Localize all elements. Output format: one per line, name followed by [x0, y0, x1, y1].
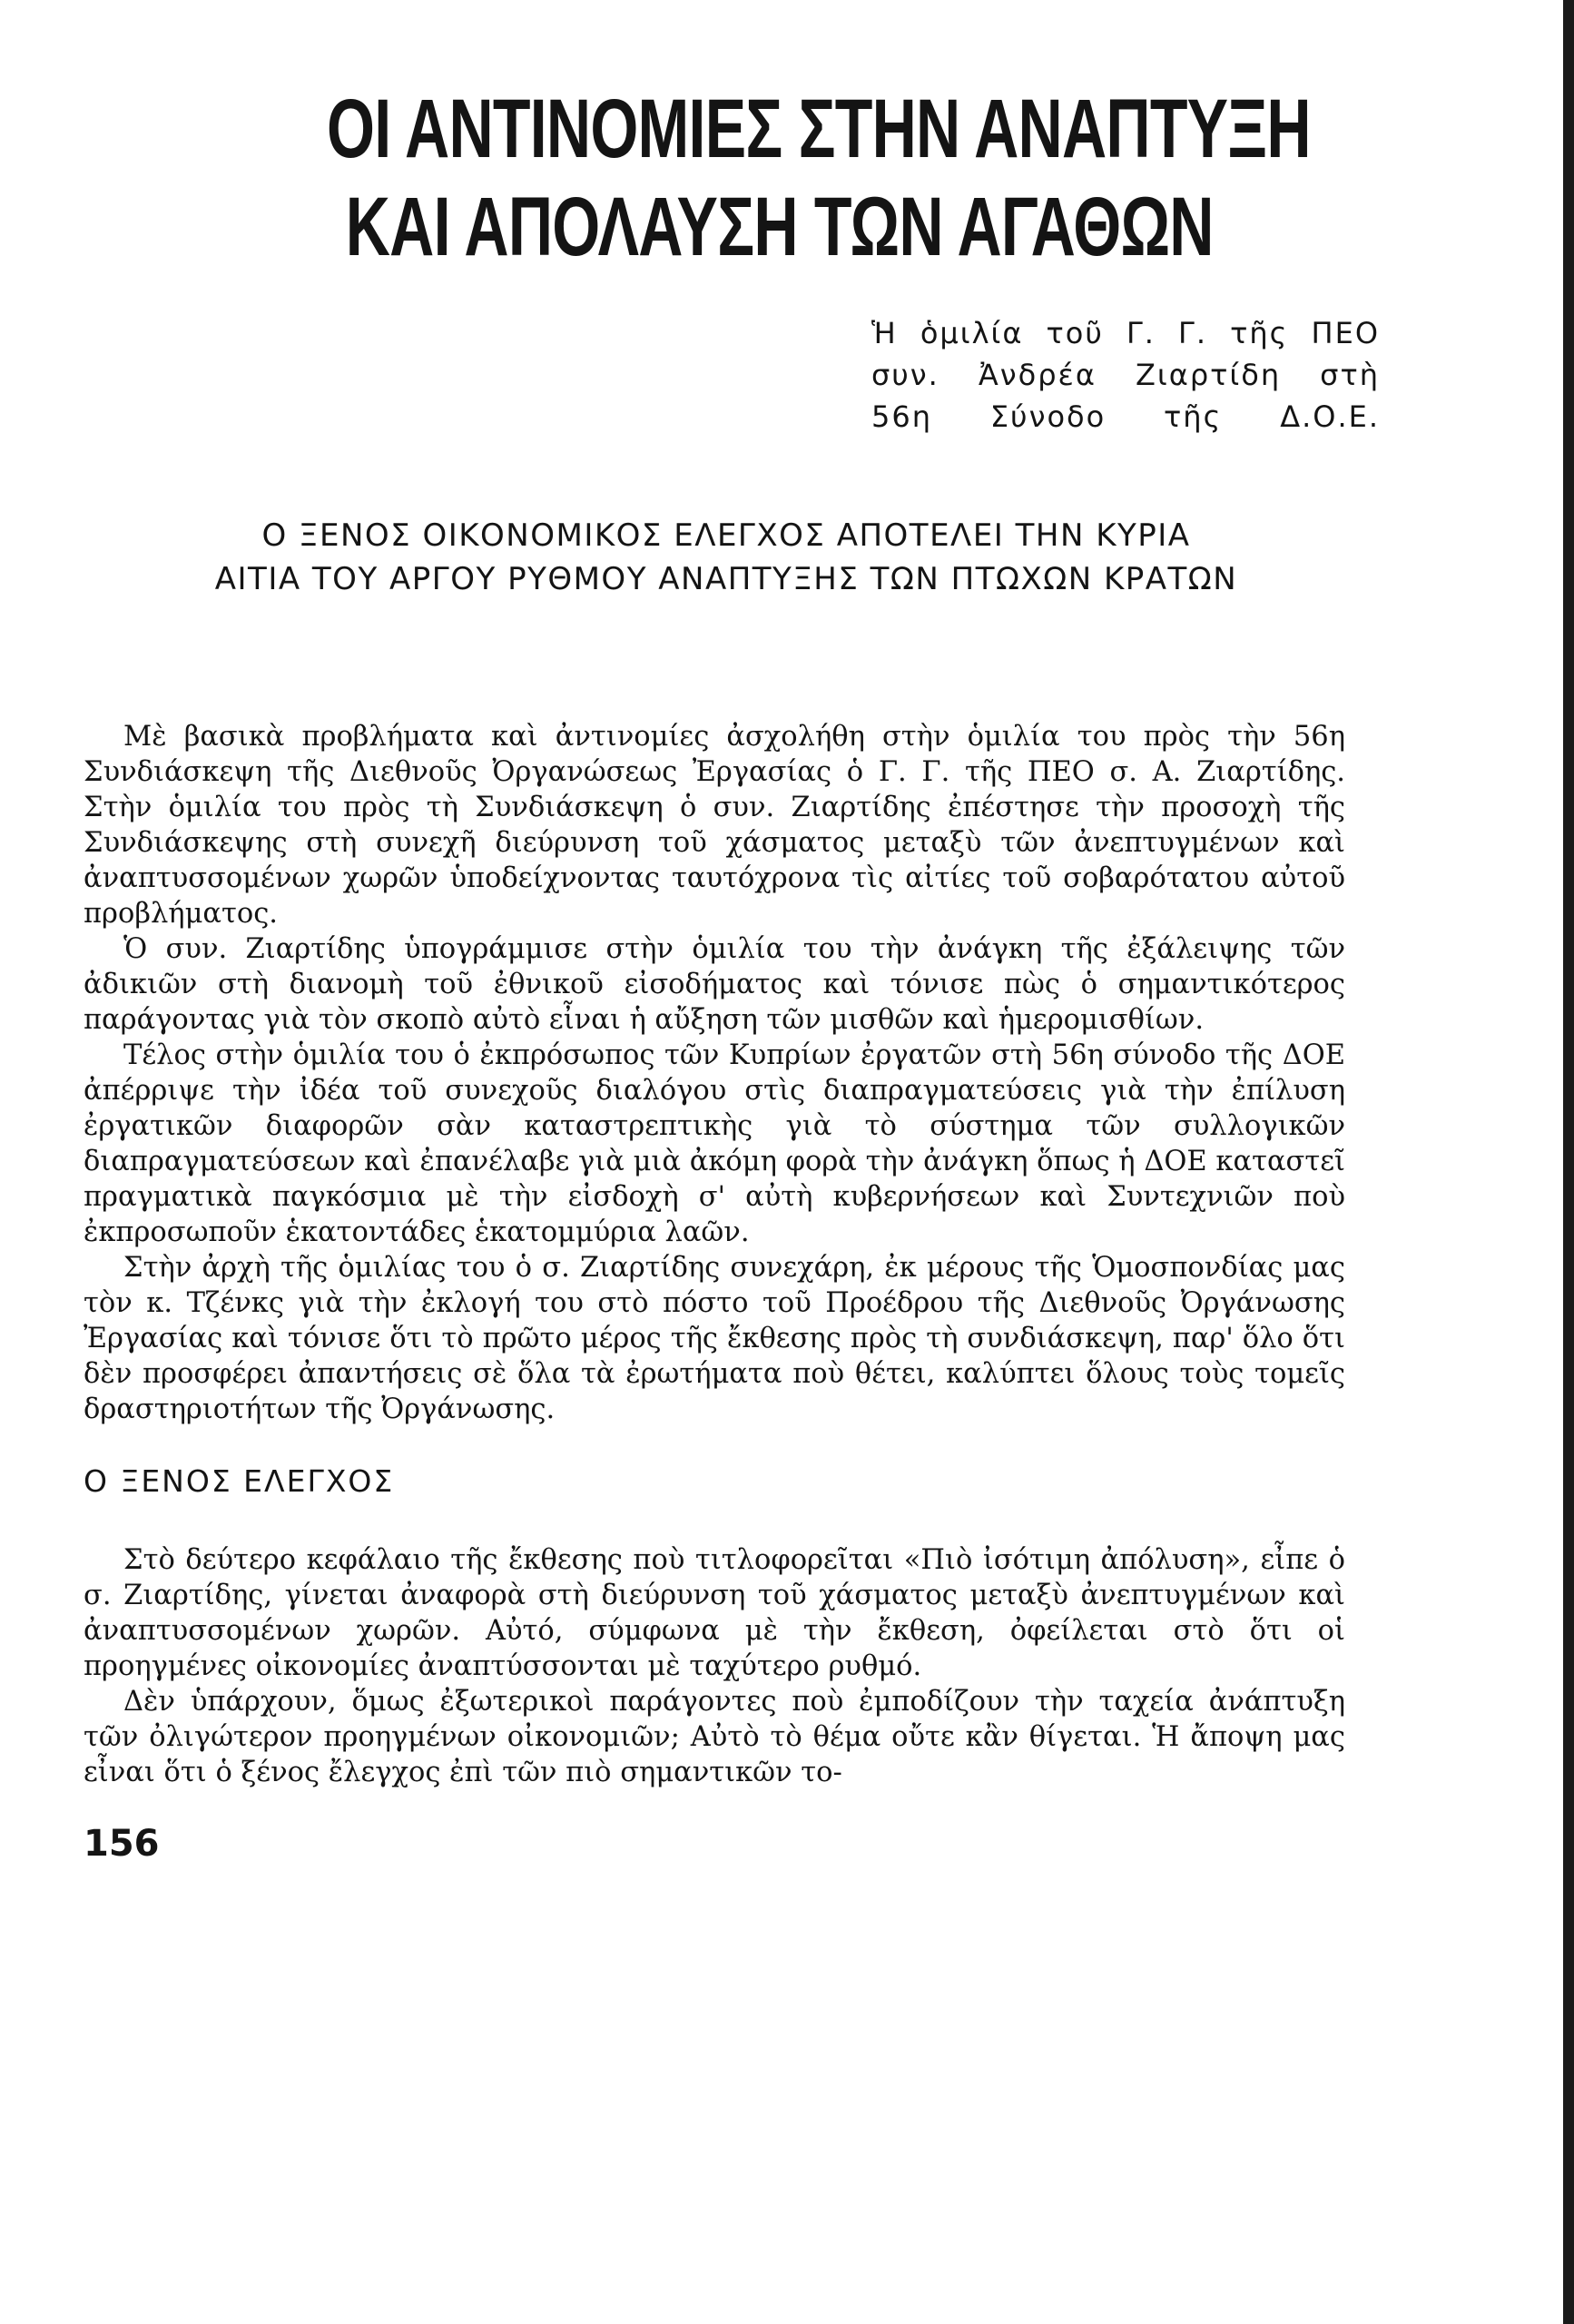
- article-subtitle-line-2: ΑΙΤΙΑ ΤΟΥ ΑΡΓΟΥ ΡΥΘΜΟΥ ΑΝΑΠΤΥΞΗΣ ΤΩΝ ΠΤΩΧΩΝ ΚΡΑΤΩΝ: [214, 561, 1238, 597]
- body-paragraph: Ὁ συν. Ζιαρτίδης ὑπογράμμισε στὴν ὁμιλία του τὴν ἀνάγκη τῆς ἐξάλειψης τῶν ἀδικιῶν στὴ διανομὴ τοῦ ἐθνικοῦ εἰσοδήματος καὶ τόνισε πὼς ὁ σημαντικότερος παράγοντας γιὰ τὸν σκοπὸ αὐτὸ εἶναι ἡ αὔξηση τῶν μισθῶν καὶ ἡμερομισθίων.: [84, 933, 1345, 1036]
- body-paragraph: Στὸ δεύτερο κεφάλαιο τῆς ἔκθεσης ποὺ τιτλοφορεῖται «Πιὸ ἰσότιμη ἀπόλυση», εἶπε ὁ σ. Ζιαρτίδης, γίνεται ἀναφορὰ στὴ διεύρυνση τοῦ χάσματος μεταξὺ ἀνεπτυγμένων καὶ ἀναπτυσσομένων χωρῶν. Αὐτό, σύμφωνα μὲ τὴν ἔκθεση, ὀφείλεται στὸ ὅτι οἱ προηγμένες οἰκονομίες ἀναπτύσσονται μὲ ταχύτερο ρυθμό.: [84, 1544, 1345, 1682]
- page-number: 156: [84, 1823, 160, 1865]
- body-paragraph: Τέλος στὴν ὁμιλία του ὁ ἐκπρόσωπος τῶν Κυπρίων ἐργατῶν στὴ 56η σύνοδο τῆς ΔΟΕ ἀπέρριψε τὴν ἰδέα τοῦ συνεχοῦς διαλόγου στὶς διαπραγματεύσεις γιὰ τὴν ἐπίλυση ἐργατικῶν διαφορῶν σὰν καταστρεπτικὴς γιὰ τὸ σύστημα τῶν συλλογικῶν διαπραγματεύσεων καὶ ἐπανέλαβε γιὰ μιὰ ἀκόμη φορὰ τὴν ἀνάγκη ὅπως ἡ ΔΟΕ καταστεῖ πραγματικὰ παγκόσμια μὲ τὴν εἰσδοχὴ σ' αὐτὴ κυβερνήσεων καὶ Συντεχνιῶν ποὺ ἐκπροσωποῦν ἑκατοντάδες ἑκατομμύρια λαῶν.: [84, 1039, 1345, 1248]
- scan-edge: [1563, 0, 1574, 2324]
- speaker-credit-line-3: 56η Σύνοδο τῆς Δ.Ο.Ε.: [871, 399, 1380, 434]
- section-heading: Ο ΞΕΝΟΣ ΕΛΕΓΧΟΣ: [84, 1463, 395, 1499]
- body-paragraph: Δὲν ὑπάρχουν, ὅμως ἐξωτερικοὶ παράγοντες ποὺ ἐμποδίζουν τὴν ταχεία ἀνάπτυξη τῶν ὀλιγώτερον προηγμένων οἰκονομιῶν; Αὐτὸ τὸ θέμα οὔτε κἂν θίγεται. Ἡ ἄποψη μας εἶναι ὅτι ὁ ξένος ἔλεγχος ἐπὶ τῶν πιὸ σημαντικῶν το-: [84, 1686, 1345, 1788]
- body-paragraph: Στὴν ἀρχὴ τῆς ὁμιλίας του ὁ σ. Ζιαρτίδης συνεχάρη, ἐκ μέρους τῆς Ὁμοσπονδίας μας τὸν κ. Τζένκς γιὰ τὴν ἐκλογή του στὸ πόστο τοῦ Προέδρου τῆς Διεθνοῦς Ὀργάνωσης Ἐργασίας καὶ τόνισε ὅτι τὸ πρῶτο μέρος τῆς ἔκθεσης πρὸς τὴ συνδιάσκεψη, παρ' ὅλο ὅτι δὲν προσφέρει ἀπαντήσεις σὲ ὅλα τὰ ἐρωτήματα ποὺ θέτει, καλύπτει ὅλους τοὺς τομεῖς δραστηριοτήτων τῆς Ὀργάνωσης.: [84, 1252, 1345, 1425]
- article-title-line-2: ΚΑΙ ΑΠΟΛΑΥΣΗ ΤΩΝ ΑΓΑΘΩΝ: [345, 181, 1214, 273]
- article-subtitle: [136, 514, 1316, 601]
- article-title: [327, 80, 1311, 276]
- article-title-line-1: ΟΙ ΑΝΤΙΝΟΜΙΕΣ ΣΤΗΝ ΑΝΑΠΤΥΞΗ: [327, 83, 1311, 175]
- speaker-credit-line-2: συν. Ἀνδρέα Ζιαρτίδη στὴ: [871, 358, 1380, 392]
- article-subtitle-line-1: Ο ΞΕΝΟΣ ΟΙΚΟΝΟΜΙΚΟΣ ΕΛΕΓΧΟΣ ΑΠΟΤΕΛΕΙ ΤΗΝ ΚΥΡΙΑ: [261, 517, 1191, 554]
- section-body: [84, 1542, 1345, 1790]
- body-paragraph: Μὲ βασικὰ προβλήματα καὶ ἀντινομίες ἀσχολήθη στὴν ὁμιλία του πρὸς τὴν 56η Συνδιάσκεψη τῆς Διεθνοῦς Ὀργανώσεως Ἐργασίας ὁ Γ. Γ. τῆς ΠΕΟ σ. Α. Ζιαρτίδης. Στὴν ὁμιλία του πρὸς τὴ Συνδιάσκεψη ὁ συν. Ζιαρτίδης ἐπέστησε τὴν προσοχὴ τῆς Συνδιάσκεψης στὴ συνεχῆ διεύρυνση τοῦ χάσματος μεταξὺ τῶν ἀνεπτυγμένων καὶ ἀναπτυσσομένων χωρῶν ὑποδείχνοντας ταυτόχρονα τὶς αἰτίες τοῦ σοβαρότατου αὐτοῦ προβλήματος.: [84, 721, 1345, 930]
- article-body: [84, 719, 1345, 1427]
- speaker-credit-line-1: Ἡ ὁμιλία τοῦ Γ. Γ. τῆς ΠΕΟ: [871, 316, 1380, 350]
- speaker-credit: [871, 312, 1380, 438]
